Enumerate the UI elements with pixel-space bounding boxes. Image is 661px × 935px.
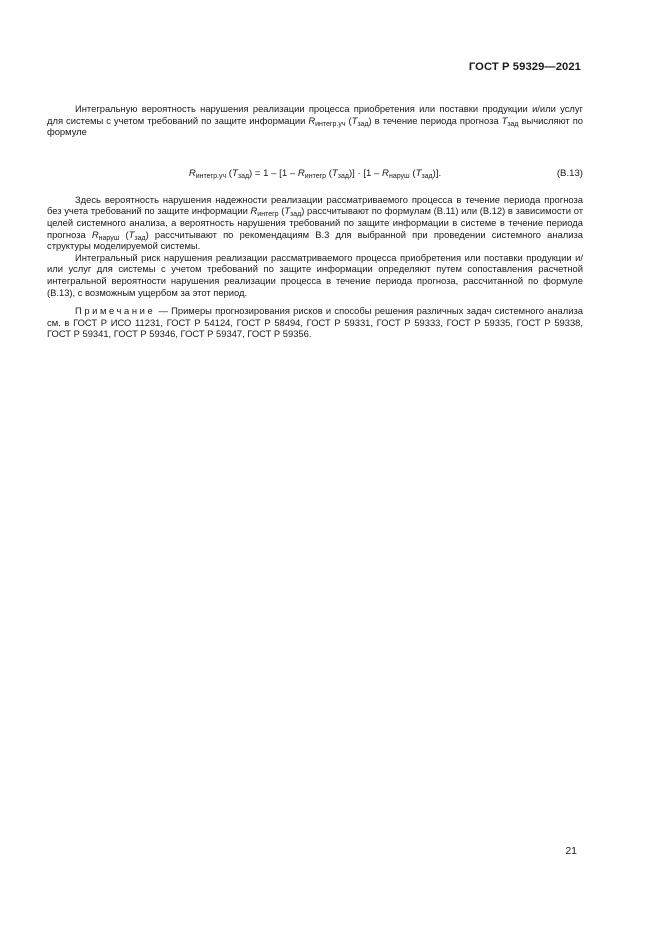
document-header: ГОСТ Р 59329—2021	[468, 61, 581, 73]
symbol-t: T	[128, 228, 135, 240]
symbol-t: T	[284, 205, 291, 217]
text-run: ) рассчитывают по формулам (В.11) или (В.12) в зависимости от целей системного анализа, а вероятность нарушения требований по защите информации в системе в течение периода прогноза	[47, 205, 583, 240]
paragraph-intro: Интегральную вероятность нарушения реализации процесса приобретения или поставки продукции и/или услуг для системы с учетом требований по защите информации $R_{интегр.уч}$ $(T_{зад})$ в течение периода прогноза $T_{зад}$ вычисляют по формуле	[47, 103, 583, 138]
formula-number: (В.13)	[556, 167, 583, 179]
formula-op: (	[278, 205, 285, 217]
formula-op: (	[326, 167, 332, 179]
symbol-t: T	[415, 167, 422, 179]
note-label: Примечание	[75, 305, 156, 317]
subscript: зад	[507, 120, 519, 128]
text-run: Здесь вероятность нарушения надежности реализации рассматриваемого процесса в течение периода прогноза без учета требований по защите информации	[47, 193, 583, 217]
text-run: вычисляют по формуле	[47, 114, 583, 138]
symbol-r: R	[91, 228, 99, 240]
subscript: интегр	[304, 172, 327, 180]
subscript: зад	[134, 234, 146, 242]
subscript: зад	[290, 211, 302, 219]
symbol-t: T	[331, 167, 338, 179]
document-body	[47, 103, 583, 340]
subscript: интегр.уч	[315, 120, 346, 128]
paragraph-risk: Интегральный риск нарушения реализации рассматриваемого процесса приобретения или поставки продукции и/или услуг для системы с учетом требований по защите информации определяют путем сопоставления расчетной интегральной вероятности нарушения реализации процесса в течение периода прогноза, рассчитанной по формуле (В.13), с возможным ущербом за этот период.	[47, 251, 583, 298]
text-run: ) рассчитывают по рекомендациям В.3 для выбранной при проведении системного анализа структуры моделируемой системы.	[47, 228, 583, 252]
note	[47, 305, 583, 340]
symbol-r: R	[308, 114, 316, 126]
subscript: зад	[237, 172, 250, 180]
subscript: зад	[421, 172, 433, 180]
subscript: наруш	[98, 234, 120, 242]
formula-expression	[189, 168, 441, 179]
subscript: зад	[357, 120, 369, 128]
symbol-r: R	[297, 167, 305, 179]
formula-op: )] · [1 –	[348, 167, 383, 179]
symbol-t: T	[351, 114, 358, 126]
formula-op: (	[409, 167, 416, 179]
page-number: 21	[565, 845, 577, 857]
formula-op: )].	[432, 167, 442, 179]
paragraph-explanation	[47, 194, 583, 252]
formula-op: (	[119, 228, 129, 240]
subscript: интегр	[257, 211, 279, 219]
symbol-t: T	[501, 114, 508, 126]
formula-b13	[47, 168, 583, 182]
symbol-r: R	[188, 167, 196, 179]
text-run: Интегральную вероятность нарушения реализации процесса приобретения или поставки продукции и/или услуг для системы с учетом требований по защите информации	[47, 103, 583, 126]
text-run: в течение периода прогноза	[371, 114, 502, 126]
subscript: зад	[337, 172, 349, 180]
symbol-t: T	[231, 167, 238, 179]
symbol-r: R	[250, 205, 258, 217]
formula-op: (	[226, 167, 232, 179]
subscript: интегр.уч	[195, 172, 227, 180]
formula-op: ) = 1 – [1 –	[249, 167, 298, 179]
note-text: — Примеры прогнозирования рисков и способы решения различных задач системного анализа см. в ГОСТ Р ИСО 11231, ГОСТ Р 54124, ГОСТ Р 58494, ГОСТ Р 59331, ГОСТ Р 59333, ГОСТ Р 59335, ГОСТ Р 59338, ГОСТ Р 59341, ГОСТ Р 59346, ГОСТ Р 59347, ГОСТ Р 59356.	[47, 305, 583, 340]
subscript: наруш	[388, 172, 410, 180]
symbol-r: R	[382, 167, 389, 179]
